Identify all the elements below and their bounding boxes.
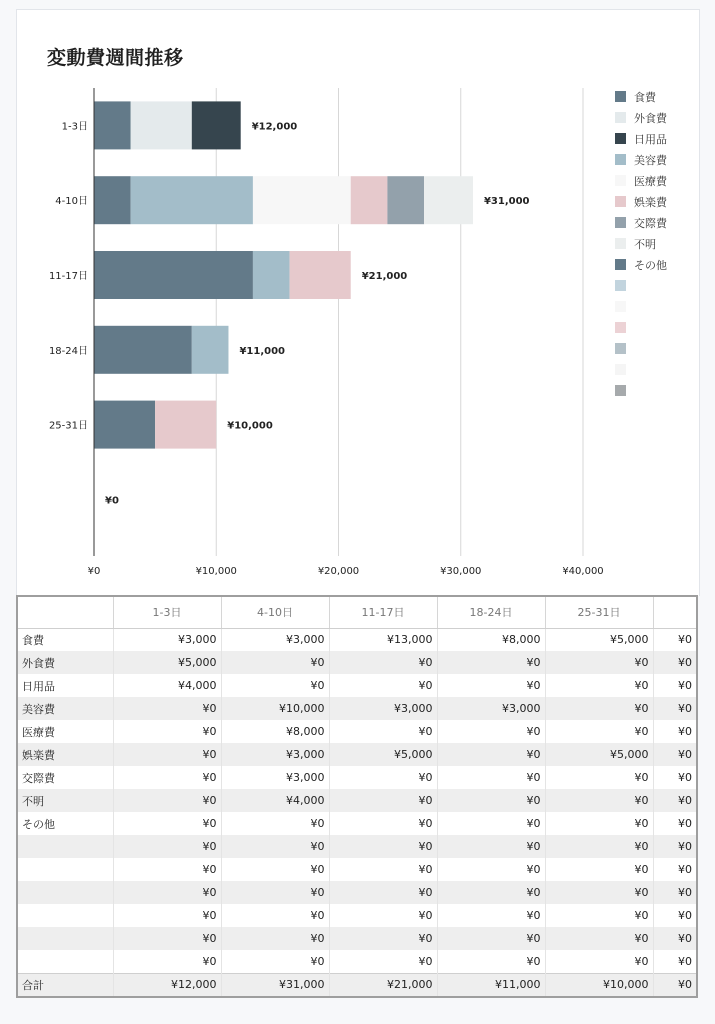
table-cell: ¥0 <box>113 812 221 835</box>
table-cell: ¥0 <box>545 927 653 950</box>
table-cell: ¥0 <box>653 835 696 858</box>
legend-swatch <box>615 217 626 228</box>
table-cell: ¥0 <box>678 725 692 738</box>
table-cell: ¥3,000 <box>329 697 437 720</box>
row-label: 美容費 <box>18 697 113 720</box>
bar-segment <box>253 251 290 299</box>
chart-card <box>16 9 700 596</box>
table-cell: ¥4,000 <box>113 674 221 697</box>
stacked-bar-chart <box>17 10 699 596</box>
x-tick-label: ¥30,000 <box>440 566 482 577</box>
table-cell: ¥0 <box>221 950 329 973</box>
legend-item <box>615 212 667 233</box>
table-cell: ¥0 <box>221 651 329 674</box>
table-cell: ¥0 <box>653 881 696 904</box>
row-label <box>18 881 113 904</box>
table-cell: ¥8,000 <box>437 628 545 651</box>
table-cell: ¥0 <box>678 817 692 830</box>
category-label: 4-10日 <box>55 196 88 208</box>
table-cell: ¥0 <box>437 743 545 766</box>
legend-label: 日用品 <box>634 132 667 146</box>
bar-segment <box>424 176 473 224</box>
legend-swatch <box>615 238 626 249</box>
table-cell: ¥0 <box>678 954 692 968</box>
table-cell: ¥10,000 <box>221 697 329 720</box>
chart-title: 変動費週間推移 <box>47 47 184 69</box>
table-row <box>18 720 696 743</box>
table-cell: ¥0 <box>437 720 545 743</box>
legend-item <box>615 275 667 296</box>
table-cell: ¥0 <box>221 881 329 904</box>
table-row <box>18 835 696 858</box>
table-cell: ¥0 <box>437 789 545 812</box>
legend-swatch <box>615 343 626 354</box>
legend-label: 食費 <box>634 90 656 104</box>
table-row <box>18 674 696 697</box>
legend-label: 医療費 <box>634 174 667 188</box>
table-cell: ¥0 <box>221 858 329 881</box>
category-label: 25-31日 <box>48 420 88 432</box>
table-cell: ¥0 <box>437 858 545 881</box>
bar-total-label: ¥10,000 <box>227 420 273 432</box>
table-row <box>18 651 696 674</box>
table-cell: ¥0 <box>113 927 221 950</box>
legend-swatch <box>615 301 626 312</box>
table-cell: ¥0 <box>221 835 329 858</box>
legend-item <box>615 233 667 254</box>
legend-swatch <box>615 133 626 144</box>
column-header: 25-31日 <box>545 597 653 628</box>
table-cell: ¥0 <box>329 651 437 674</box>
legend-item <box>615 338 667 359</box>
table-cell: ¥0 <box>221 674 329 697</box>
table-cell: ¥0 <box>653 651 696 674</box>
table-cell: ¥0 <box>545 674 653 697</box>
chart-legend <box>615 86 667 401</box>
bar-segment <box>192 326 229 374</box>
bar-segment <box>351 176 388 224</box>
table-cell: ¥3,000 <box>113 628 221 651</box>
table-cell: ¥0 <box>678 863 692 876</box>
legend-label: 美容費 <box>634 153 667 167</box>
table-cell: ¥0 <box>329 720 437 743</box>
legend-swatch <box>615 154 626 165</box>
bar-total-label: ¥0 <box>105 495 119 507</box>
legend-label: 不明 <box>634 237 656 251</box>
table-cell: ¥0 <box>545 835 653 858</box>
row-label <box>18 904 113 927</box>
table-cell: ¥0 <box>437 674 545 697</box>
legend-label: 外食費 <box>634 111 667 125</box>
category-label: 1-3日 <box>61 121 88 133</box>
table-cell: ¥0 <box>221 927 329 950</box>
table-cell: ¥0 <box>545 950 653 973</box>
table-row <box>18 766 696 789</box>
table-cell: ¥0 <box>329 766 437 789</box>
bar-segment <box>387 176 424 224</box>
column-header <box>653 597 696 628</box>
table-cell: ¥31,000 <box>221 973 329 996</box>
table-cell: ¥3,000 <box>437 697 545 720</box>
legend-swatch <box>615 175 626 186</box>
legend-item <box>615 317 667 338</box>
legend-item <box>615 86 667 107</box>
row-label <box>18 927 113 950</box>
table-cell: ¥0 <box>329 674 437 697</box>
table-header-row <box>18 597 696 628</box>
table-cell: ¥10,000 <box>545 973 653 996</box>
table-cell: ¥0 <box>545 904 653 927</box>
bar-total-label: ¥12,000 <box>251 121 298 133</box>
table-cell: ¥0 <box>329 927 437 950</box>
column-header: 11-17日 <box>329 597 437 628</box>
table-row <box>18 950 696 973</box>
table-row <box>18 628 696 651</box>
table-cell: ¥0 <box>678 679 692 692</box>
table-cell: ¥3,000 <box>221 743 329 766</box>
legend-item <box>615 380 667 401</box>
legend-item <box>615 359 667 380</box>
row-label: 不明 <box>18 789 113 812</box>
table-cell: ¥0 <box>545 812 653 835</box>
table-cell: ¥0 <box>545 789 653 812</box>
x-tick-label: ¥40,000 <box>562 566 604 577</box>
table-row <box>18 858 696 881</box>
legend-swatch <box>615 196 626 207</box>
table-cell: ¥0 <box>545 766 653 789</box>
legend-swatch <box>615 259 626 270</box>
table-cell: ¥0 <box>113 904 221 927</box>
table-cell: ¥0 <box>437 881 545 904</box>
table-cell: ¥0 <box>437 766 545 789</box>
bar-segment <box>131 176 253 224</box>
table-cell: ¥21,000 <box>329 973 437 996</box>
legend-item <box>615 191 667 212</box>
table-cell: ¥0 <box>678 909 692 922</box>
legend-swatch <box>615 322 626 333</box>
table-cell: ¥0 <box>329 950 437 973</box>
legend-item <box>615 149 667 170</box>
table-cell: ¥0 <box>221 812 329 835</box>
table-cell: ¥5,000 <box>545 628 653 651</box>
bar-segment <box>94 251 253 299</box>
table-cell: ¥0 <box>329 858 437 881</box>
table-cell: ¥0 <box>653 697 696 720</box>
table-cell: ¥0 <box>653 743 696 766</box>
table-cell: ¥4,000 <box>221 789 329 812</box>
bar-segment <box>290 251 351 299</box>
bar-segment <box>192 101 241 149</box>
column-header: 1-3日 <box>113 597 221 628</box>
table-cell: ¥0 <box>329 835 437 858</box>
table-cell: ¥11,000 <box>437 973 545 996</box>
bar-segment <box>155 401 216 449</box>
x-tick-label: ¥10,000 <box>195 566 237 577</box>
row-label: 外食費 <box>18 651 113 674</box>
bar-segment <box>253 176 351 224</box>
column-header: 18-24日 <box>437 597 545 628</box>
table-row <box>18 881 696 904</box>
table-cell: ¥0 <box>437 835 545 858</box>
table-cell: ¥0 <box>437 927 545 950</box>
table-cell: ¥0 <box>545 651 653 674</box>
bar-total-label: ¥31,000 <box>483 196 530 208</box>
bar-segment <box>94 326 192 374</box>
table-cell: ¥0 <box>113 720 221 743</box>
table-cell: ¥0 <box>653 927 696 950</box>
column-header: 4-10日 <box>221 597 329 628</box>
table-cell: ¥0 <box>113 789 221 812</box>
table-body <box>18 628 696 996</box>
table-cell: ¥0 <box>437 904 545 927</box>
table-row <box>18 789 696 812</box>
table-cell: ¥0 <box>113 743 221 766</box>
table-cell: ¥0 <box>329 789 437 812</box>
table-cell: ¥0 <box>113 950 221 973</box>
bar-segment <box>94 101 131 149</box>
legend-swatch <box>615 91 626 102</box>
table-cell: ¥0 <box>437 812 545 835</box>
row-label <box>18 835 113 858</box>
legend-item <box>615 170 667 191</box>
legend-swatch <box>615 385 626 396</box>
table-row <box>18 973 696 996</box>
table-cell: ¥0 <box>329 881 437 904</box>
legend-item <box>615 128 667 149</box>
bar-segment <box>131 101 192 149</box>
table-cell: ¥0 <box>113 881 221 904</box>
table-cell: ¥0 <box>221 904 329 927</box>
row-label: 食費 <box>18 628 113 651</box>
legend-item <box>615 107 667 128</box>
row-label: 交際費 <box>18 766 113 789</box>
table-row <box>18 743 696 766</box>
table-cell: ¥3,000 <box>221 628 329 651</box>
table-cell: ¥5,000 <box>545 743 653 766</box>
legend-swatch <box>615 364 626 375</box>
data-table <box>16 595 698 998</box>
legend-item <box>615 254 667 275</box>
table-cell: ¥3,000 <box>221 766 329 789</box>
legend-item <box>615 296 667 317</box>
table-cell: ¥5,000 <box>329 743 437 766</box>
bar-segment <box>94 176 131 224</box>
category-label: 18-24日 <box>48 345 88 357</box>
x-tick-label: ¥0 <box>87 566 101 577</box>
table-row <box>18 927 696 950</box>
row-label: その他 <box>18 812 113 835</box>
legend-label: 娯楽費 <box>634 195 667 209</box>
table-cell: ¥0 <box>545 720 653 743</box>
table-cell: ¥0 <box>653 789 696 812</box>
x-tick-label: ¥20,000 <box>317 566 360 577</box>
bar-total-label: ¥21,000 <box>361 271 408 282</box>
table-row <box>18 812 696 835</box>
table-cell: ¥0 <box>113 858 221 881</box>
table-cell: ¥0 <box>437 950 545 973</box>
table-cell: ¥13,000 <box>329 628 437 651</box>
table-row <box>18 697 696 720</box>
table-cell: ¥0 <box>113 697 221 720</box>
table-cell: ¥5,000 <box>113 651 221 674</box>
legend-swatch <box>615 280 626 291</box>
row-label <box>18 950 113 973</box>
table-cell: ¥0 <box>113 766 221 789</box>
row-label <box>18 858 113 881</box>
table-cell: ¥0 <box>678 633 692 647</box>
table-cell: ¥0 <box>545 881 653 904</box>
row-label: 日用品 <box>18 674 113 697</box>
table-cell: ¥0 <box>329 812 437 835</box>
legend-label: 交際費 <box>634 216 667 230</box>
table-cell: ¥0 <box>653 973 696 996</box>
table-cell: ¥8,000 <box>221 720 329 743</box>
table-cell: ¥0 <box>437 651 545 674</box>
column-header <box>18 597 113 628</box>
row-label: 医療費 <box>18 720 113 743</box>
bar-total-label: ¥11,000 <box>239 345 286 357</box>
table-cell: ¥0 <box>678 771 692 784</box>
legend-label: その他 <box>634 258 667 272</box>
table-cell: ¥0 <box>545 858 653 881</box>
table-cell: ¥0 <box>545 697 653 720</box>
row-label: 合計 <box>18 973 113 996</box>
table-cell: ¥0 <box>113 835 221 858</box>
category-label: 11-17日 <box>48 271 88 282</box>
table-cell: ¥12,000 <box>113 973 221 996</box>
row-label: 娯楽費 <box>18 743 113 766</box>
legend-swatch <box>615 112 626 123</box>
table-cell: ¥0 <box>329 904 437 927</box>
bar-segment <box>94 401 155 449</box>
table-row <box>18 904 696 927</box>
